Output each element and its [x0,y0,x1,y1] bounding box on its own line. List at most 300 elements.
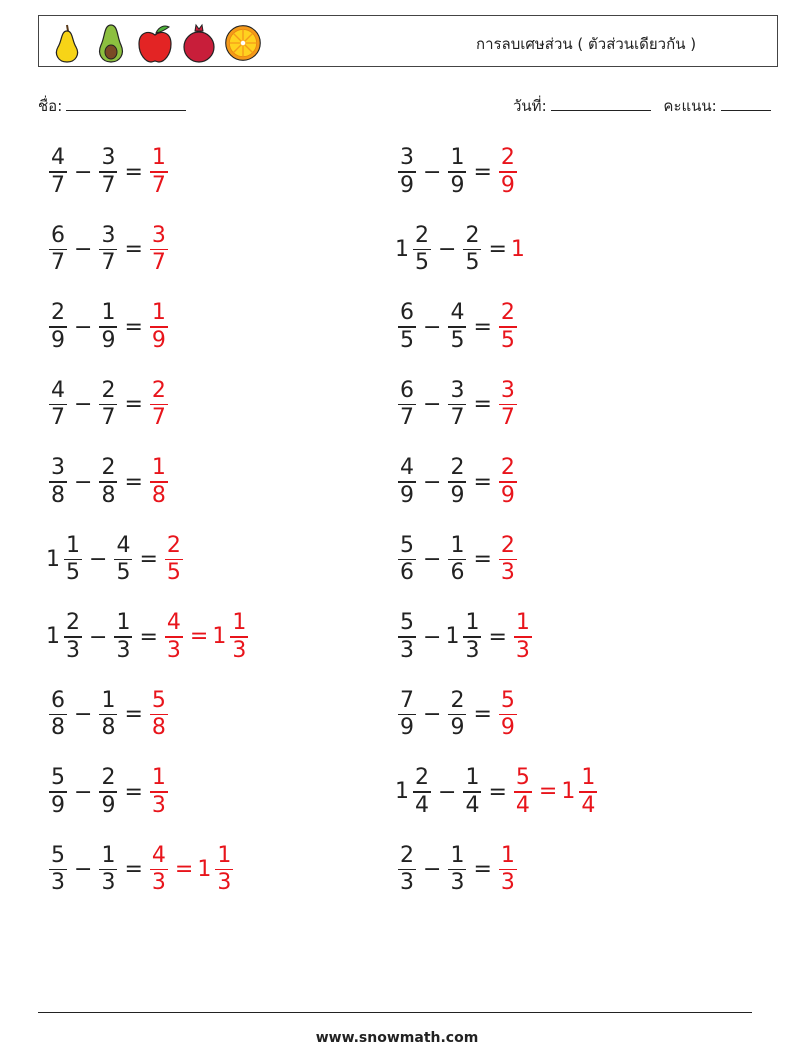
minuend-numerator: 7 [400,687,414,713]
minuend-number [46,765,70,818]
answer-numerator: 1 [151,300,166,326]
answer-fraction [215,843,233,896]
minuend-denominator: 7 [51,405,65,431]
answer-numerator: 2 [500,145,515,171]
answer [511,610,535,663]
subtrahend-fraction [114,610,132,663]
answer [147,455,171,508]
minus-sign: − [423,624,442,650]
name-field [38,94,186,118]
subtrahend-number [96,145,120,198]
subtrahend-fraction [99,843,117,896]
problem-18 [395,762,600,822]
subtrahend-fraction [448,378,466,431]
answer-numerator: 2 [500,300,515,326]
minuend-number [46,455,70,508]
problem-10 [395,452,520,512]
subtrahend-numerator: 1 [450,842,465,868]
minuend-numerator: 6 [51,222,65,248]
minuend-whole: 1 [395,779,409,805]
pear-icon [47,21,87,65]
subtrahend-fraction [448,145,466,198]
problem-9 [46,452,171,512]
answer-denominator: 3 [151,870,166,896]
problem-1 [46,142,171,202]
answer [147,300,171,353]
minuend-fraction [64,610,82,663]
answer [162,610,251,663]
subtrahend-whole: 1 [445,624,460,650]
answer-numerator: 2 [500,532,515,558]
minuend-denominator: 9 [400,715,414,741]
minus-sign: − [89,547,108,572]
minuend-numerator: 3 [51,455,65,481]
subtrahend-numerator: 3 [101,222,116,248]
equals-sign: = [488,624,507,650]
subtrahend-denominator: 8 [101,715,116,741]
answer-number [511,765,535,818]
minuend-whole: 1 [395,236,409,262]
problem-20 [395,840,520,900]
answer-numerator: 5 [515,765,530,791]
minuend-denominator: 7 [51,172,65,198]
answer-number [147,300,171,353]
answer [496,300,520,353]
minuend-denominator: 8 [51,715,65,741]
answer-denominator: 4 [515,792,530,818]
worksheet-title: การลบเศษส่วน ( ตัวส่วนเดียวกัน ) [476,35,697,53]
score-label: คะแนน: [663,97,717,115]
answer-numerator: 3 [151,222,166,248]
answer-equals-sign: = [538,779,558,805]
answer-numerator: 3 [500,377,515,403]
minuend-denominator: 5 [66,560,80,586]
answer-denominator: 4 [581,792,596,818]
answer-denominator: 5 [500,327,515,353]
answer-number [147,223,171,276]
answer [496,688,520,741]
minuend-number [46,533,85,586]
equals-sign: = [124,469,143,495]
minuend-denominator: 3 [400,637,414,663]
answer-fraction [579,765,597,818]
minus-sign: − [74,702,93,727]
subtrahend-number [96,300,120,353]
equals-sign: = [473,314,492,340]
equals-sign: = [473,159,492,185]
minus-sign: − [74,469,93,495]
subtrahend-denominator: 4 [465,792,480,818]
subtrahend-numerator: 2 [101,377,116,403]
answer-denominator: 3 [500,560,515,586]
minuend-numerator: 2 [66,610,80,636]
answer-fraction [150,300,168,353]
subtrahend-numerator: 1 [450,145,465,171]
subtrahend-number [445,610,484,663]
minuend-number [395,145,419,198]
minuend-fraction [49,455,67,508]
apple-icon [135,21,175,65]
subtrahend-numerator: 1 [465,765,480,791]
minuend-fraction [413,765,431,818]
subtrahend-numerator: 2 [450,687,465,713]
subtrahend-numerator: 2 [101,765,116,791]
subtrahend-fraction [99,765,117,818]
minuend-denominator: 3 [51,870,65,896]
subtrahend-denominator: 9 [450,482,465,508]
minuend-numerator: 2 [51,300,65,326]
answer-fraction [150,688,168,741]
subtrahend-numerator: 1 [101,687,116,713]
subtrahend-numerator: 4 [450,300,465,326]
answer-denominator: 3 [515,637,530,663]
answer-number [496,843,520,896]
answer-whole: 1 [561,779,576,805]
answer-fraction [230,610,248,663]
answer-fraction [150,378,168,431]
subtrahend-number [96,688,120,741]
answer-denominator: 9 [500,715,515,741]
subtrahend-number [96,378,120,431]
minuend-denominator: 5 [400,327,414,353]
answer-fraction [150,455,168,508]
minuend-numerator: 6 [51,687,65,713]
minuend-numerator: 1 [66,532,80,558]
answer-fraction [150,145,168,198]
minus-sign: − [423,159,442,185]
problem-8 [395,375,520,435]
answer-whole: 1 [510,237,525,262]
equals-sign: = [124,857,143,882]
subtrahend-number [96,223,120,276]
minus-sign: − [423,547,442,572]
answer-numerator: 2 [151,377,166,403]
equals-sign: = [124,159,143,185]
answer-denominator: 9 [151,327,166,353]
minuend-fraction [49,688,67,741]
answer-fraction [499,378,517,431]
answer-numerator: 5 [151,687,166,713]
minuend-numerator: 4 [51,377,65,403]
minuend-fraction [398,145,416,198]
minuend-whole: 1 [46,624,60,650]
answer-fraction [150,223,168,276]
subtrahend-numerator: 2 [465,222,480,248]
equals-sign: = [488,237,507,262]
answer-denominator: 9 [500,482,515,508]
minuend-fraction [398,300,416,353]
subtrahend-denominator: 9 [101,327,116,353]
subtrahend-numerator: 2 [450,455,465,481]
answer-number [147,688,171,741]
subtrahend-denominator: 5 [465,250,480,276]
minuend-fraction [398,688,416,741]
date-field [513,94,771,118]
answer-denominator: 3 [500,870,515,896]
subtrahend-number [445,843,469,896]
minus-sign: − [74,779,93,805]
name-label: ชื่อ: [38,97,63,115]
name-blank[interactable] [66,95,186,111]
minuend-denominator: 7 [51,250,65,276]
subtrahend-numerator: 1 [116,610,131,636]
answer [147,765,171,818]
answer-numerator: 1 [232,610,247,636]
answer [147,688,171,741]
subtrahend-denominator: 8 [101,482,116,508]
answer-denominator: 3 [166,637,181,663]
problem-3 [46,220,171,280]
minuend-number [395,688,419,741]
problem-17 [46,762,171,822]
subtrahend-number [96,765,120,818]
minuend-numerator: 2 [415,765,429,791]
equals-sign: = [124,237,143,262]
minuend-fraction [64,533,82,586]
minuend-numerator: 3 [400,145,414,171]
answer-fraction [514,765,532,818]
subtrahend-denominator: 5 [450,327,465,353]
answer-numerator: 4 [166,610,181,636]
answer [496,843,520,896]
answer-number [496,378,520,431]
subtrahend-fraction [463,765,481,818]
minuend-whole: 1 [46,546,60,572]
problem-15 [46,685,171,745]
answer-number [162,610,186,663]
subtrahend-number [445,688,469,741]
answer-numerator: 2 [166,532,181,558]
equals-sign: = [124,314,143,340]
minuend-number [395,455,419,508]
minuend-fraction [49,300,67,353]
subtrahend-fraction [114,533,132,586]
minus-sign: − [423,702,442,727]
answer-number [147,455,171,508]
problem-12 [395,530,520,590]
minuend-number [46,223,70,276]
avocado-icon [91,21,131,65]
minus-sign: − [74,392,93,417]
minus-sign: − [423,314,442,340]
subtrahend-denominator: 6 [450,560,465,586]
answer-number [147,765,171,818]
subtrahend-numerator: 1 [450,532,465,558]
subtrahend-fraction [448,455,466,508]
minuend-fraction [398,455,416,508]
footer-site: www.snowmath.com [315,1030,479,1046]
minuend-number [46,610,85,663]
answer [147,378,171,431]
subtrahend-number [445,300,469,353]
subtrahend-fraction [448,533,466,586]
answer-number [496,145,520,198]
answer-fraction [150,843,168,896]
problem-11 [46,530,186,590]
minuend-fraction [398,843,416,896]
minuend-number [395,300,419,353]
answer [511,237,526,262]
answer [147,843,236,896]
answer-fraction [499,455,517,508]
answer-number [147,843,171,896]
subtrahend-number [96,455,120,508]
equals-sign: = [139,547,158,572]
pomegranate-icon [179,21,219,65]
answer-number [561,765,600,818]
answer-fraction [150,765,168,818]
subtrahend-denominator: 7 [101,250,116,276]
equals-sign: = [473,392,492,417]
equals-sign: = [124,702,143,727]
minuend-fraction [49,145,67,198]
equals-sign: = [488,779,507,805]
equals-sign: = [124,779,143,805]
answer-numerator: 1 [500,842,515,868]
answer-fraction [499,300,517,353]
answer-denominator: 7 [151,250,166,276]
minus-sign: − [74,857,93,882]
answer-numerator: 1 [515,610,530,636]
minuend-denominator: 9 [51,792,65,818]
answer-numerator: 1 [151,145,166,171]
subtrahend-number [445,533,469,586]
minuend-fraction [398,378,416,431]
answer-number [496,300,520,353]
answer-denominator: 3 [151,792,166,818]
equals-sign: = [139,624,158,650]
answer-numerator: 4 [151,842,166,868]
subtrahend-denominator: 3 [101,870,116,896]
subtrahend-fraction [99,145,117,198]
date-blank[interactable] [551,95,651,111]
minuend-denominator: 9 [51,327,65,353]
subtrahend-fraction [448,300,466,353]
answer-number [496,455,520,508]
minuend-denominator: 3 [66,637,80,663]
subtrahend-numerator: 1 [101,842,116,868]
answer-fraction [514,610,532,663]
problem-6 [395,297,520,357]
answer-fraction [165,533,183,586]
minuend-fraction [413,223,431,276]
subtrahend-fraction [463,223,481,276]
subtrahend-fraction [448,843,466,896]
minuend-number [395,223,434,276]
answer-number [511,610,535,663]
answer-number [162,533,186,586]
subtrahend-number [96,843,120,896]
equals-sign: = [473,702,492,727]
minuend-fraction [49,843,67,896]
subtrahend-fraction [99,300,117,353]
subtrahend-denominator: 7 [101,405,116,431]
answer [496,145,520,198]
subtrahend-number [445,378,469,431]
subtrahend-denominator: 5 [116,560,131,586]
minuend-numerator: 5 [400,610,414,636]
minuend-numerator: 4 [400,455,414,481]
problem-19 [46,840,236,900]
minuend-denominator: 3 [400,870,414,896]
minuend-denominator: 7 [400,405,414,431]
subtrahend-fraction [99,688,117,741]
problem-13 [46,607,251,667]
minuend-number [46,300,70,353]
problem-2 [395,142,520,202]
subtrahend-number [460,223,484,276]
equals-sign: = [473,547,492,572]
minuend-denominator: 5 [415,250,429,276]
minus-sign: − [438,779,457,805]
answer-numerator: 1 [151,765,166,791]
answer-number [496,688,520,741]
answer-denominator: 3 [232,637,247,663]
answer-number [511,237,526,262]
score-blank[interactable] [721,95,771,111]
subtrahend-numerator: 3 [450,377,465,403]
problem-5 [46,297,171,357]
answer [496,533,520,586]
answer-number [197,843,236,896]
answer [162,533,186,586]
problem-14 [395,607,535,667]
answer [496,378,520,431]
answer-fraction [499,533,517,586]
minus-sign: − [74,159,93,185]
minuend-number [46,145,70,198]
minuend-number [395,378,419,431]
subtrahend-number [445,145,469,198]
answer-fraction [165,610,183,663]
subtrahend-number [111,533,135,586]
minuend-numerator: 6 [400,377,414,403]
answer-denominator: 3 [217,870,232,896]
minuend-numerator: 5 [51,765,65,791]
minuend-number [46,688,70,741]
problem-4 [395,220,526,280]
subtrahend-fraction [99,455,117,508]
answer-number [212,610,251,663]
answer-denominator: 7 [151,405,166,431]
subtrahend-number [445,455,469,508]
answer-fraction [499,145,517,198]
answer-numerator: 5 [500,687,515,713]
subtrahend-fraction [99,223,117,276]
minuend-numerator: 4 [51,145,65,171]
minus-sign: − [423,392,442,417]
answer-denominator: 8 [151,715,166,741]
subtrahend-number [460,765,484,818]
minus-sign: − [74,237,93,262]
subtrahend-denominator: 7 [101,172,116,198]
answer-number [147,145,171,198]
minuend-fraction [49,223,67,276]
minuend-fraction [398,533,416,586]
minuend-numerator: 2 [415,222,429,248]
minuend-fraction [49,378,67,431]
minuend-numerator: 6 [400,300,414,326]
answer [496,455,520,508]
answer-denominator: 9 [500,172,515,198]
minuend-numerator: 2 [400,842,414,868]
answer-denominator: 8 [151,482,166,508]
minuend-denominator: 9 [400,482,414,508]
answer-number [147,378,171,431]
subtrahend-fraction [448,688,466,741]
minuend-numerator: 5 [51,842,65,868]
minus-sign: − [423,469,442,495]
